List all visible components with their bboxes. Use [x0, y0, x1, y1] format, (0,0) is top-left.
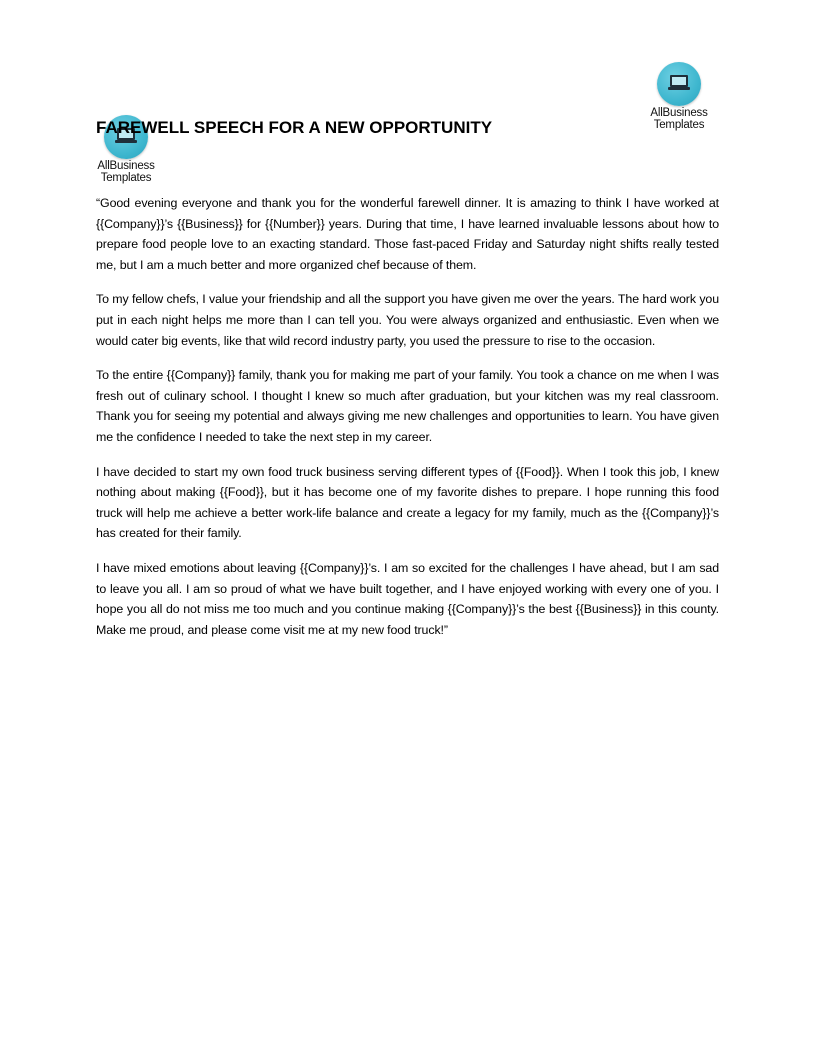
paragraph: “Good evening everyone and thank you for the wonderful farewell dinner. It is amazing to think I have worked at {{Company}}’s {{Business}} for {{Number}} years. During that time, I have learned invaluable lessons about how to prepare food people love to an exacting standard. Those fast-paced Friday and Saturday night shifts really tested me, but I am a much better and more organized chef because of them.: [96, 196, 719, 272]
document-body: [96, 193, 719, 654]
logo-line-2: Templates: [653, 119, 705, 131]
paragraph: To the entire {{Company}} family, thank you for making me part of your family. You took a chance on me when I was fresh out of culinary school. I thought I knew so much after graduation, but your kitchen was my real classroom. Thank you for seeing my potential and always giving me new challenges and opportunities to learn. You have given me the confidence I needed to take the next step in my career.: [96, 368, 719, 444]
logo-line-2: Templates: [100, 172, 152, 184]
laptop-icon: [667, 73, 691, 93]
paragraph: I have decided to start my own food truck business serving different types of {{Food}}. When I took this job, I knew nothing about making {{Food}}, but it has become one of my favorite dishes to prepare. I hope running this food truck will help me achieve a better work-life balance and create a legacy for my family, much as the {{Company}}’s has created for their family.: [96, 464, 719, 541]
logo-circle: [657, 62, 701, 106]
paragraph: I have mixed emotions about leaving {{Company}}’s. I am so excited for the challenges I have ahead, but I am sad to leave you all. I am so proud of what we have built together, and I have enjoyed working with every one of you. I hope you all do not miss me too much and you continue making {{Company}}’s the best {{Business}} in this county. Make me proud, and please come visit me at my new food truck!”: [96, 560, 719, 637]
logo-text: [644, 107, 714, 131]
document-title: FAREWELL SPEECH FOR A NEW OPPORTUNITY: [96, 118, 493, 137]
logo-line-1: AllBusiness: [97, 160, 155, 172]
allbusiness-logo-top: [644, 62, 714, 131]
logo-line-1: AllBusiness: [650, 107, 708, 119]
logo-text: [91, 160, 161, 184]
paragraph: To my fellow chefs, I value your friendship and all the support you have given me over the years. The hard work you put in each night helps me more than I can tell you. You were always organized and enthusiastic. Even when we would cater big events, like that wild record industry party, you used the pressure to rise to the occasion.: [96, 292, 719, 348]
